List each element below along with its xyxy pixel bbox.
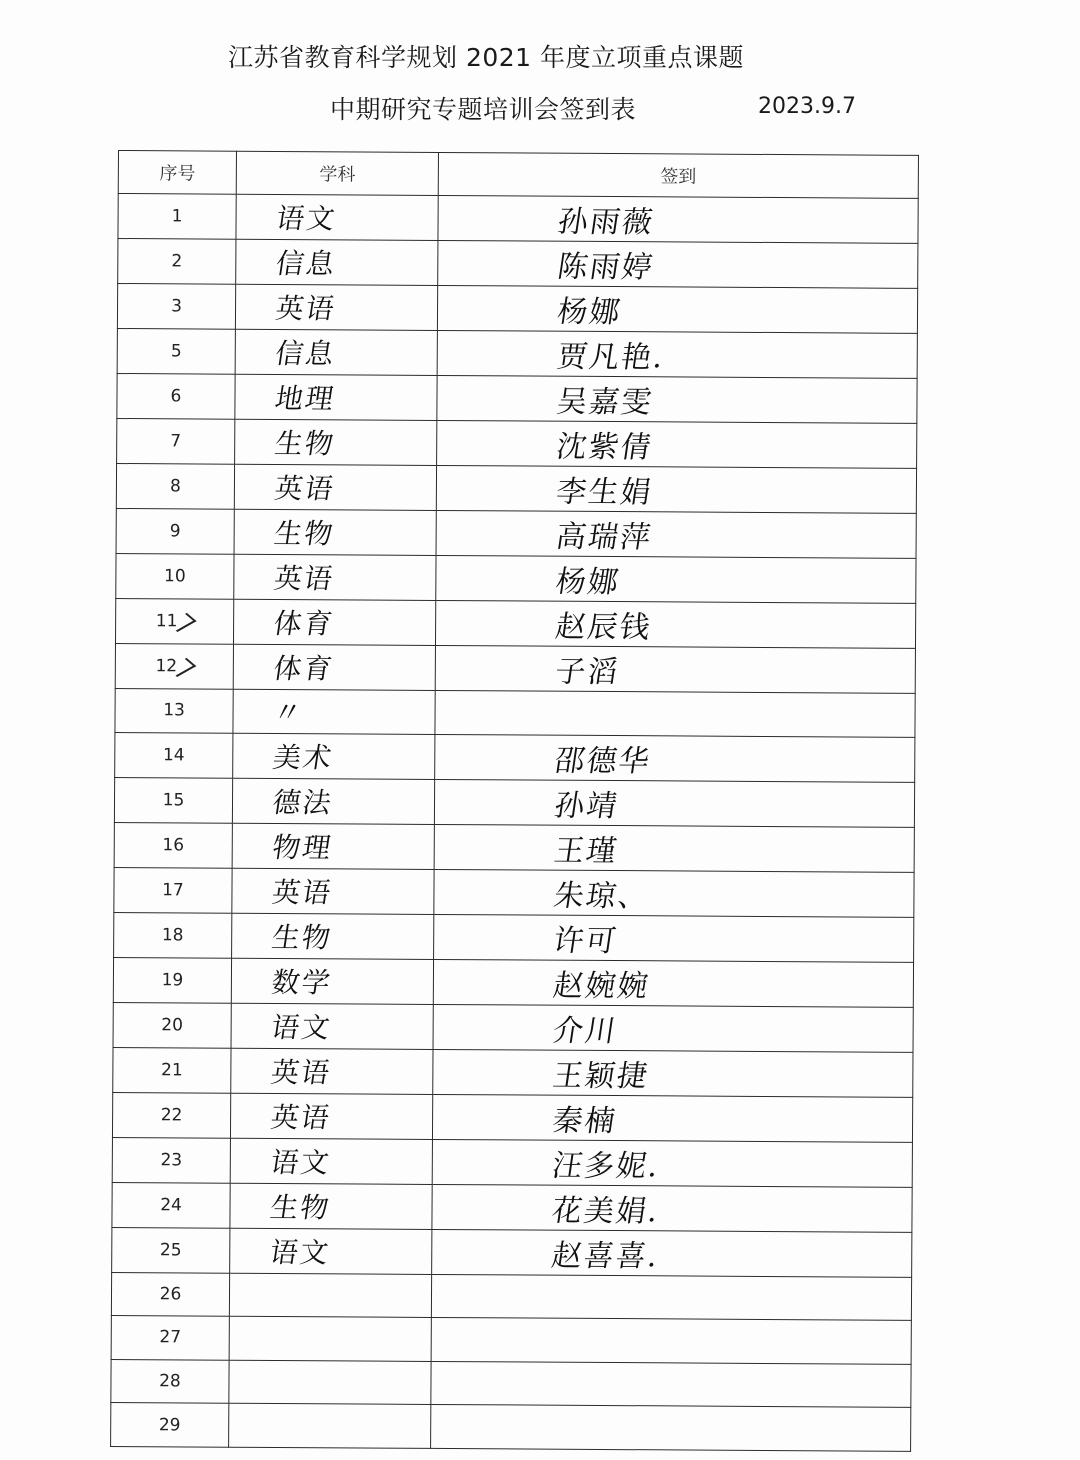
row-index-cell: [115, 732, 233, 778]
row-index-cell: [111, 1403, 229, 1447]
row-index-cell: [114, 867, 232, 913]
signature-cell: [432, 1139, 912, 1187]
signature-handwritten: 赵辰钱: [553, 609, 655, 646]
row-index-cell: [112, 1137, 230, 1183]
signature-handwritten: 朱琼、: [551, 878, 653, 914]
signature-cell: [432, 1094, 912, 1142]
signature-cell: [435, 645, 915, 693]
row-index-cell: [118, 194, 236, 240]
table-row: [111, 1316, 911, 1364]
subject-handwritten: 语文: [267, 1235, 333, 1269]
signature-cell: [434, 869, 914, 917]
row-index-cell: [117, 373, 235, 419]
subject-cell: [234, 554, 436, 600]
signature-handwritten: 沈紫倩: [554, 429, 656, 466]
row-index-cell: [117, 328, 235, 374]
table-header-row: [118, 151, 918, 199]
signature-cell: [436, 510, 916, 558]
subject-cell: [235, 284, 437, 330]
signature-handwritten: 李生娟: [553, 474, 655, 511]
document-subtitle: 中期研究专题培训会签到表: [330, 95, 637, 124]
signature-handwritten: 汪多妮.: [549, 1148, 663, 1184]
row-index: 26: [159, 1284, 182, 1305]
signature-cell: [433, 1004, 913, 1052]
signin-table-wrapper: [110, 150, 918, 1445]
subject-cell: [230, 1228, 432, 1274]
subject-handwritten: 语文: [268, 1145, 334, 1179]
row-index: 5: [170, 341, 182, 362]
signature-handwritten: 陈雨婷: [555, 249, 657, 286]
table-row: [111, 1272, 911, 1320]
signature-cell: [432, 1229, 912, 1277]
signature-handwritten: 赵喜喜.: [549, 1238, 662, 1274]
table-row: [113, 957, 913, 1007]
table-row: [111, 1359, 911, 1407]
subject-cell: [234, 464, 436, 510]
signature-handwritten: 王瑾: [551, 833, 621, 869]
subject-cell: [232, 778, 434, 824]
signature-handwritten: 介川: [550, 1013, 620, 1049]
subject-handwritten: 地理: [272, 381, 338, 416]
signature-handwritten: 王颖捷: [550, 1058, 652, 1094]
row-index: 20: [161, 1014, 184, 1036]
row-index-cell: [118, 239, 236, 285]
row-index-cell: [112, 1092, 230, 1138]
table-row: [112, 1182, 912, 1232]
row-index-cell: [111, 1359, 229, 1403]
signature-cell: [438, 240, 918, 288]
document-date: 2023.9.7: [758, 94, 856, 119]
signature-cell: [438, 195, 918, 243]
table-row: [117, 328, 917, 378]
subject-handwritten: 语文: [269, 1010, 334, 1044]
subject-cell: [229, 1404, 431, 1449]
row-index: 29: [158, 1414, 181, 1436]
signature-cell: [436, 465, 916, 513]
row-index: 12: [155, 656, 178, 677]
row-index-cell: [114, 777, 232, 823]
signature-cell: [434, 824, 914, 872]
row-index-cell: [112, 1182, 230, 1228]
subject-cell: [230, 1093, 432, 1139]
subject-cell: [236, 194, 438, 240]
signature-cell: [435, 734, 915, 782]
table-row: [118, 239, 918, 289]
table-row: [114, 867, 914, 917]
row-index: 13: [163, 700, 185, 721]
subject-handwritten: 语文: [273, 201, 339, 236]
row-index: 25: [159, 1239, 182, 1261]
row-index-cell: [111, 1316, 229, 1360]
subject-handwritten: 生物: [272, 516, 337, 551]
subject-cell: [231, 1003, 433, 1049]
row-index: 11: [155, 611, 178, 632]
signature-handwritten: 许可: [551, 923, 621, 959]
subject-cell: [233, 733, 435, 779]
subject-cell: [229, 1316, 431, 1361]
row-index-cell: [114, 822, 232, 868]
signature-cell: [431, 1405, 911, 1452]
subject-handwritten: 生物: [269, 920, 335, 954]
signature-cell: [431, 1274, 911, 1321]
row-index: 10: [164, 566, 186, 587]
subject-cell: [232, 868, 434, 914]
signature-cell: [431, 1318, 911, 1365]
subject-handwritten: 〃: [270, 696, 306, 730]
signature-handwritten: 杨娜: [553, 564, 623, 601]
row-index-cell: [117, 418, 235, 464]
row-index-cell: [113, 1002, 231, 1048]
table-row: [114, 912, 914, 962]
row-index: 2: [171, 251, 183, 272]
subject-cell: [229, 1360, 431, 1405]
row-index-cell: [111, 1272, 229, 1316]
table-row: [113, 1047, 913, 1097]
signature-cell: [433, 959, 913, 1007]
subject-cell: [230, 1138, 432, 1184]
row-index-cell: [116, 553, 234, 599]
subject-cell: [235, 374, 437, 420]
subject-cell: [232, 823, 434, 869]
row-index: 14: [162, 744, 185, 766]
subject-handwritten: 生物: [267, 1190, 333, 1224]
column-header-subject: 学科: [236, 151, 438, 195]
signature-cell: [437, 420, 917, 468]
signature-handwritten: 杨娜: [554, 294, 625, 331]
table-row: [112, 1137, 912, 1187]
row-index-cell: [115, 688, 233, 732]
table-row: [116, 553, 916, 603]
row-index: 27: [159, 1327, 182, 1348]
subject-handwritten: 体育: [271, 651, 337, 686]
signature-cell: [437, 285, 917, 333]
table-row: [116, 463, 916, 513]
subject-cell: [235, 329, 437, 375]
subject-handwritten: 生物: [272, 426, 338, 461]
row-index: 23: [160, 1149, 183, 1171]
signature-handwritten: 吴嘉雯: [554, 384, 656, 421]
signature-handwritten: 孙靖: [551, 788, 622, 824]
row-index: 15: [162, 789, 185, 811]
row-index-cell: [113, 1047, 231, 1093]
subject-handwritten: 英语: [268, 1055, 334, 1089]
row-index-cell: [116, 508, 234, 554]
subject-cell: [233, 689, 435, 734]
table-row: [112, 1092, 912, 1142]
row-index: 28: [159, 1371, 181, 1392]
subject-cell: [231, 958, 433, 1004]
signature-handwritten: 贾凡艳.: [554, 339, 668, 376]
signature-cell: [434, 779, 914, 827]
signature-handwritten: 赵婉婉: [550, 968, 652, 1004]
table-row: [113, 1002, 913, 1052]
row-index-cell: [115, 598, 233, 644]
row-index: 1: [171, 206, 183, 227]
subject-handwritten: 体育: [271, 606, 337, 641]
column-header-index: 序号: [118, 151, 236, 195]
row-index: 8: [169, 476, 181, 497]
table-row: [117, 418, 917, 468]
row-index: 22: [160, 1104, 183, 1126]
signature-cell: [435, 600, 915, 648]
signature-cell: [434, 914, 914, 962]
table-row: [114, 777, 914, 827]
signature-handwritten: 孙雨薇: [555, 204, 657, 241]
subject-cell: [232, 913, 434, 959]
row-index: 19: [161, 969, 184, 991]
row-index: 7: [170, 431, 182, 452]
column-header-signature: 签到: [438, 152, 918, 198]
table-body: [111, 194, 919, 1452]
row-index: 17: [162, 879, 184, 901]
signature-handwritten: 子滔: [552, 654, 622, 691]
subject-handwritten: 信息: [273, 246, 339, 281]
row-index-cell: [114, 912, 232, 958]
subject-cell: [230, 1183, 432, 1229]
row-index: 21: [160, 1059, 183, 1081]
table-row: [116, 508, 916, 558]
signature-cell: [431, 1361, 911, 1408]
row-index-cell: [115, 643, 233, 689]
subject-handwritten: 英语: [269, 875, 335, 909]
table-row: [118, 194, 918, 244]
table-row: [115, 598, 915, 648]
table-row: [111, 1403, 911, 1451]
signature-cell: [437, 375, 917, 423]
row-index: 16: [162, 834, 185, 856]
subject-handwritten: 信息: [273, 336, 338, 371]
row-index-cell: [116, 463, 234, 509]
signature-handwritten: 花美娟.: [549, 1193, 663, 1229]
row-index: 9: [169, 521, 181, 542]
signature-cell: [436, 555, 916, 603]
row-index-cell: [117, 284, 235, 330]
table-row: [115, 732, 915, 782]
row-index: 3: [171, 296, 183, 317]
signature-cell: [437, 330, 917, 378]
subject-handwritten: 英语: [271, 561, 337, 596]
table-row: [117, 284, 917, 334]
table-row: [114, 822, 914, 872]
subject-handwritten: 数学: [269, 965, 335, 999]
table-row: [115, 688, 915, 736]
signature-cell: [433, 1049, 913, 1097]
subject-handwritten: 物理: [270, 830, 335, 864]
signature-cell: [432, 1184, 912, 1232]
row-index-cell: [112, 1227, 230, 1273]
signin-table: [110, 150, 919, 1452]
signature-cell: [435, 690, 915, 737]
subject-handwritten: 美术: [270, 740, 336, 774]
table-row: [115, 643, 915, 693]
subject-cell: [231, 1048, 433, 1094]
row-index: 6: [170, 386, 182, 407]
row-index-cell: [113, 957, 231, 1003]
row-index: 18: [161, 924, 184, 946]
signature-handwritten: 邵德华: [552, 743, 654, 779]
subject-cell: [233, 599, 435, 645]
table-row: [117, 373, 917, 423]
subject-cell: [235, 419, 437, 465]
subject-cell: [236, 239, 438, 285]
row-index: 24: [160, 1194, 182, 1216]
signature-handwritten: 秦楠: [550, 1103, 620, 1139]
subject-handwritten: 德法: [270, 785, 336, 819]
subject-cell: [229, 1273, 431, 1318]
table-row: [112, 1227, 912, 1277]
subject-cell: [234, 509, 436, 555]
document-title: 江苏省教育科学规划 2021 年度立项重点课题: [228, 43, 745, 72]
subject-handwritten: 英语: [268, 1100, 334, 1134]
signature-handwritten: 高瑞萍: [553, 519, 655, 556]
subject-cell: [233, 644, 435, 690]
subject-handwritten: 英语: [272, 471, 338, 506]
subject-handwritten: 英语: [273, 291, 339, 326]
